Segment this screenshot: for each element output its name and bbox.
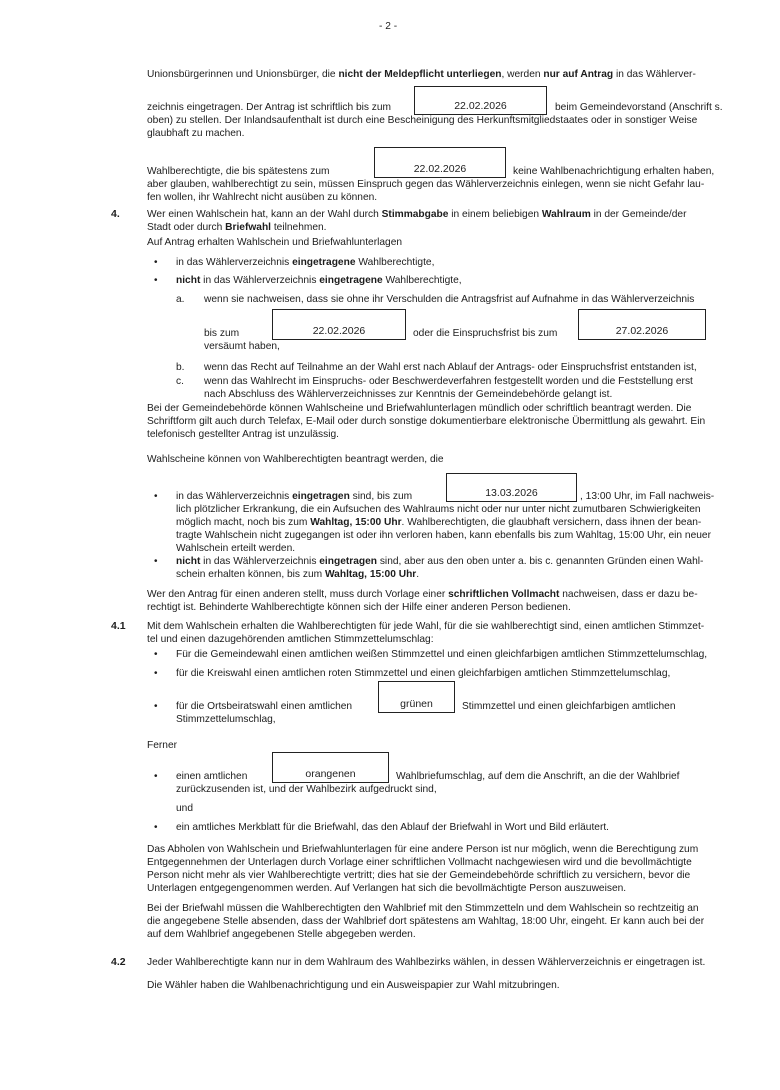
- section-4-bullet-2: nicht in das Wählerverzeichnis eingetragene Wahlberechtigte,: [176, 275, 462, 286]
- bullet-icon: •: [154, 649, 158, 660]
- bullet-icon: •: [154, 491, 158, 502]
- item-b-label: b.: [176, 362, 185, 373]
- section-4-line-1: Wer einen Wahlschein hat, kann an der Wahl durch Stimmabgabe in einem beliebigen Wahlraum in der Gemeinde/der: [147, 209, 687, 220]
- section-4-1-bullet-4-end: Wahlbriefumschlag, auf dem die Anschrift, an die der Wahlbrief: [396, 771, 680, 782]
- eu-citizens-line-4: glaubhaft zu machen.: [147, 128, 245, 139]
- bullet-icon: •: [154, 257, 158, 268]
- section-4-line-3: Auf Antrag erhalten Wahlschein und Briefwahlunterlagen: [147, 237, 403, 248]
- section-4-bullet-4-line-2: schein erhalten können, bis zum Wahltag, 15:00 Uhr.: [176, 569, 420, 580]
- item-a-line-1: wenn sie nachweisen, dass sie ohne ihr Verschulden die Antragsfrist auf Aufnahme in das Wählerverzeichnis: [204, 294, 695, 305]
- section-4-line-2: Stadt oder durch Briefwahl teilnehmen.: [147, 222, 327, 233]
- notice-deadline-field[interactable]: 22.02.2026: [374, 147, 506, 178]
- objection-deadline-field[interactable]: 27.02.2026: [578, 309, 706, 340]
- section-4-1-para-1-line-3: Person nicht mehr als vier Wahlberechtigte vertritt; dies hat sie der Gemeindebehörde schriftlich zu versichern, bevor die: [147, 870, 691, 881]
- item-a-label: a.: [176, 294, 185, 305]
- notice-line-1: Wahlberechtigte, die bis spätestens zum: [147, 166, 330, 177]
- section-4-1-line-2: tel und einen dazugehörenden amtlichen Stimmzettelumschlag:: [147, 634, 434, 645]
- section-4-1-bullet-3-line-2: Stimmzettelumschlag,: [176, 714, 276, 725]
- und-label: und: [176, 803, 193, 814]
- bullet-icon: •: [154, 701, 158, 712]
- item-c-line-2: nach Abschluss des Wählerverzeichnisses zur Kenntnis der Gemeindebehörde gelangt ist.: [204, 389, 613, 400]
- item-b-text: wenn das Recht auf Teilnahme an der Wahl erst nach Ablauf der Antrags- oder Einspruchsfrist entstanden ist,: [204, 362, 697, 373]
- application-deadline-field[interactable]: 22.02.2026: [272, 309, 406, 340]
- section-4-1-bullet-3-end: Stimmzettel und einen gleichfarbigen amtlichen: [462, 701, 676, 712]
- section-4-bullet-3-line-3: möglich macht, noch bis zum Wahltag, 15:00 Uhr. Wahlberechtigten, die glaubhaft versichern, dass ihnen der bean-: [176, 517, 702, 528]
- notice-line-1-end: keine Wahlbenachrichtigung erhalten haben,: [513, 166, 715, 177]
- section-4-1-bullet-2: für die Kreiswahl einen amtlichen roten Stimmzettel und einen gleichfarbigen amtlichen Stimmzettelumschlag,: [176, 668, 671, 679]
- section-4-bullet-1: in das Wählerverzeichnis eingetragene Wahlberechtigte,: [176, 257, 435, 268]
- section-4-1-para-1-line-1: Das Abholen von Wahlschein und Briefwahlunterlagen für eine andere Person ist nur möglich, wenn die Berechtigung zum: [147, 844, 699, 855]
- section-4-1-para-2-line-3: auf dem Wahlbrief angegebenen Stelle abgegeben werden.: [147, 929, 416, 940]
- eu-citizens-line-2-end: beim Gemeindevorstand (Anschrift s.: [555, 102, 723, 113]
- item-a-mid: oder die Einspruchsfrist bis zum: [413, 328, 558, 339]
- item-a-end: versäumt haben,: [204, 341, 280, 352]
- bullet-icon: •: [154, 668, 158, 679]
- section-4-1-para-1-line-2: Entgegennehmen der Unterlagen durch Vorlage einer schriftlichen Vollmacht nachgewiesen wird und die bevollmächtigte: [147, 857, 692, 868]
- notice-line-3: fen wollen, ihr Wahlrecht nicht ausüben zu können.: [147, 192, 378, 203]
- section-4-1-number: 4.1: [111, 620, 126, 632]
- ferner-label: Ferner: [147, 740, 178, 751]
- section-4-bullet-3-line-1-end: , 13:00 Uhr, im Fall nachweis-: [580, 491, 715, 502]
- section-4-bullet-4-line-1: nicht in das Wählerverzeichnis eingetragen sind, aber aus den oben unter a. bis c. genannten Gründen einen Wahl-: [176, 556, 704, 567]
- item-a-bis: bis zum: [204, 328, 240, 339]
- section-4-1-bullet-4: einen amtlichen: [176, 771, 248, 782]
- section-4-para-2: Wahlscheine können von Wahlberechtigten beantragt werden, die: [147, 454, 444, 465]
- bullet-icon: •: [154, 556, 158, 567]
- section-4-para-1-line-3: telefonisch gestellter Antrag ist unzulässig.: [147, 429, 339, 440]
- notice-line-2: aber glauben, wahlberechtigt zu sein, müssen Einspruch gegen das Wählerverzeichnis einlegen, wenn sie nicht Gefahr lau-: [147, 179, 705, 190]
- section-4-para-3-line-1: Wer den Antrag für einen anderen stellt, muss durch Vorlage einer schriftlichen Vollmacht nachweisen, dass er dazu be-: [147, 589, 698, 600]
- section-4-1-line-1: Mit dem Wahlschein erhalten die Wahlberechtigten für jede Wahl, für die sie wahlberechtigt sind, einen amtlichen Stimmzet-: [147, 621, 705, 632]
- section-4-para-3-line-2: rechtigt ist. Behinderte Wahlberechtigte können sich der Hilfe einer anderen Person bedienen.: [147, 602, 571, 613]
- eu-application-deadline-field[interactable]: 22.02.2026: [414, 86, 547, 115]
- section-4-2-line-1: Jeder Wahlberechtigte kann nur in dem Wahlraum des Wahlbezirks wählen, in dessen Wählerverzeichnis er eingetragen ist.: [147, 957, 706, 968]
- section-4-bullet-3-line-2: lich plötzlicher Erkrankung, die ein Aufsuchen des Wahlraums nicht oder nur unter nicht zumutbaren Schwierigkeiten: [176, 504, 701, 515]
- section-4-1-bullet-1: Für die Gemeindewahl einen amtlichen weißen Stimmzettel und einen gleichfarbigen amtlichen Stimmzettelumschlag,: [176, 649, 708, 660]
- section-4-1-para-1-line-4: Unterlagen entgegengenommen werden. Auf Verlangen hat sich die bevollmächtigte Person auszuweisen.: [147, 883, 627, 894]
- section-4-para-1-line-2: Schriftform gilt auch durch Telefax, E-Mail oder durch sonstige dokumentierbare elektronische Übermittlung als gewahrt. Ein: [147, 416, 706, 427]
- ballot-request-deadline-field[interactable]: 13.03.2026: [446, 473, 577, 502]
- section-4-1-bullet-4-line-2: zurückzusenden ist, und der Wahlbezirk aufgedruckt sind,: [176, 784, 437, 795]
- section-4-bullet-3-line-1: in das Wählerverzeichnis eingetragen sind, bis zum: [176, 491, 413, 502]
- eu-citizens-line-3: oben) zu stellen. Der Inlandsaufenthalt ist durch eine Bescheinigung des Herkunftsmitgliedstaates oder in sonstiger Weise: [147, 115, 698, 126]
- item-c-label: c.: [176, 376, 184, 387]
- section-4-2-number: 4.2: [111, 956, 126, 968]
- bullet-icon: •: [154, 771, 158, 782]
- item-c-line-1: wenn das Wahlrecht im Einspruchs- oder Beschwerdeverfahren festgestellt worden und die Feststellung erst: [204, 376, 693, 387]
- section-4-number: 4.: [111, 208, 120, 220]
- return-envelope-color-field[interactable]: orangenen: [272, 752, 389, 783]
- section-4-2-line-2: Die Wähler haben die Wahlbenachrichtigung und ein Ausweispapier zur Wahl mitzubringen.: [147, 980, 560, 991]
- section-4-1-para-2-line-1: Bei der Briefwahl müssen die Wahlberechtigten den Wahlbrief mit den Stimmzetteln und dem Wahlschein so rechtzeitig an: [147, 903, 699, 914]
- local-council-ballot-color-field[interactable]: grünen: [378, 681, 455, 713]
- section-4-1-bullet-5: ein amtliches Merkblatt für die Briefwahl, das den Ablauf der Briefwahl in Wort und Bild erläutert.: [176, 822, 609, 833]
- section-4-bullet-3-line-4: tragte Wahlschein nicht zugegangen ist oder ihn verloren haben, kann ebenfalls bis zum Wahltag, 15:00 Uhr, ein neuer: [176, 530, 711, 541]
- section-4-bullet-3-line-5: Wahlschein erteilt werden.: [176, 543, 296, 554]
- section-4-para-1-line-1: Bei der Gemeindebehörde können Wahlscheine und Briefwahlunterlagen mündlich oder schriftlich beantragt werden. Die: [147, 403, 692, 414]
- eu-citizens-line-2: zeichnis eingetragen. Der Antrag ist schriftlich bis zum: [147, 102, 392, 113]
- eu-citizens-line-1: Unionsbürgerinnen und Unionsbürger, die nicht der Meldepflicht unterliegen, werden nur auf Antrag in das Wählerver-: [147, 69, 696, 80]
- section-4-1-bullet-3: für die Ortsbeiratswahl einen amtlichen: [176, 701, 353, 712]
- bullet-icon: •: [154, 275, 158, 286]
- page-number: - 2 -: [379, 21, 398, 32]
- section-4-1-para-2-line-2: die angegebene Stelle absenden, dass der Wahlbrief dort spätestens am Wahltag, 18:00 Uhr, eingeht. Er kann auch bei der: [147, 916, 705, 927]
- bullet-icon: •: [154, 822, 158, 833]
